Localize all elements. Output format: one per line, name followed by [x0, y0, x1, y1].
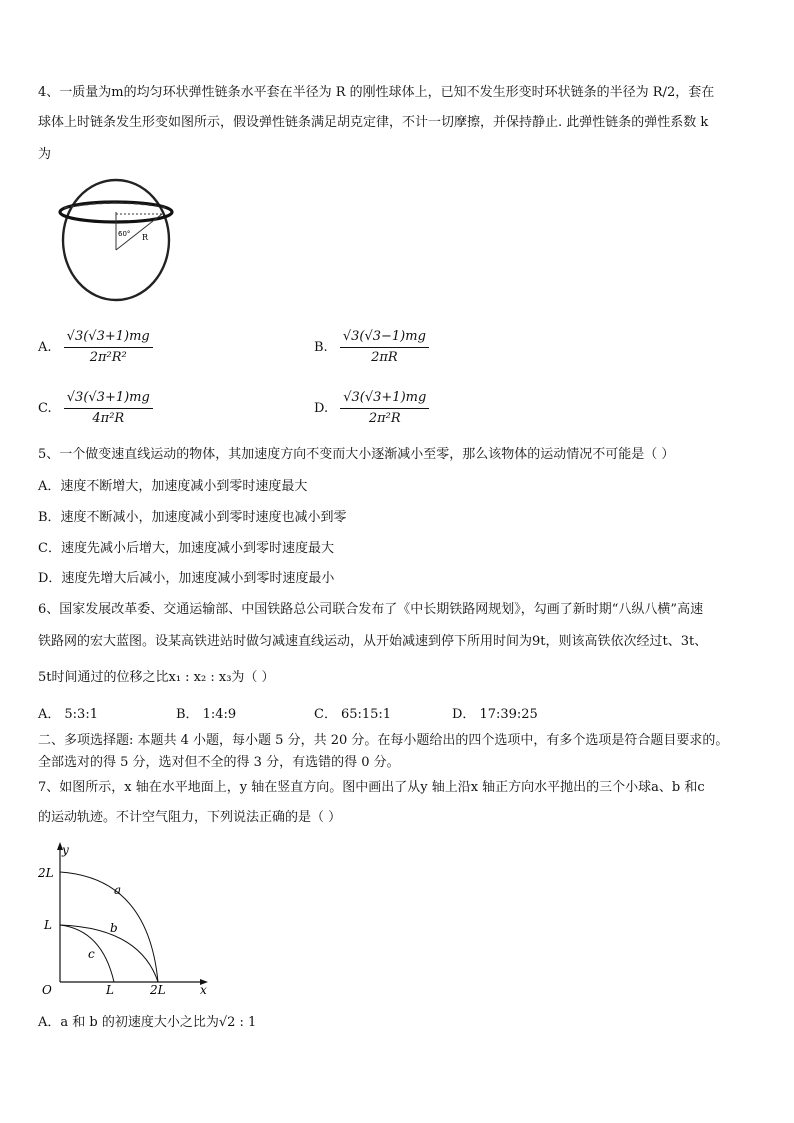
y-axis-label: y: [62, 843, 69, 857]
q6-stem-line2: 铁路网的宏大蓝图。设某高铁进站时做匀减速直线运动，从开始减速到停下所用时间为9t，则该高铁依次经过t、3t、: [38, 634, 708, 649]
q4-stem-line1: 4、一质量为m的均匀环状弹性链条水平套在半径为 R 的刚性球体上，已知不发生形变时环状链条的半径为 R/2，套在: [38, 85, 715, 100]
angle-label: 60°: [118, 230, 131, 238]
y-tick-L: L: [44, 918, 52, 932]
trajectory-figure: [36, 840, 216, 998]
q4-option-a[interactable]: [38, 328, 153, 367]
q4-option-c[interactable]: [38, 389, 153, 428]
fraction: [340, 328, 429, 367]
numerator: √3(√3−1)mg: [340, 328, 429, 348]
q5-option-a[interactable]: A．速度不断增大，加速度减小到零时速度最大: [38, 479, 308, 494]
denominator: 2π²R²: [89, 350, 127, 365]
q6-option-d[interactable]: [452, 706, 538, 724]
q7-stem-line2: 的运动轨迹。不计空气阻力，下列说法正确的是（ ）: [38, 810, 342, 825]
fraction: [64, 328, 153, 367]
fraction: [340, 389, 429, 428]
curve-a-label: a: [114, 883, 122, 897]
section2-heading-line2: 全部选对的得 5 分，选对但不全的得 3 分，有选错的得 0 分。: [38, 755, 400, 770]
q6-option-b[interactable]: [176, 706, 236, 724]
q6-option-c[interactable]: [314, 706, 391, 724]
section2-heading-line1: 二、多项选择题: 本题共 4 小题，每小题 5 分，共 20 分。在每小题给出的四个选项中，有多个选项是符合题目要求的。: [38, 733, 729, 748]
option-text: 17:39:25: [479, 707, 538, 722]
option-letter: D.: [314, 401, 329, 416]
q5-option-c[interactable]: C．速度先减小后增大，加速度减小到零时速度最大: [38, 541, 334, 556]
curve-b-label: b: [110, 921, 118, 935]
option-letter: B．: [176, 707, 199, 722]
q4-stem-line2: 球体上时链条发生形变如图所示，假设弹性链条满足胡克定律，不计一切摩擦，并保持静止. 此弹性链条的弹性系数 k: [38, 115, 709, 130]
option-letter: C.: [38, 401, 52, 416]
q5-stem: 5、一个做变速直线运动的物体，其加速度方向不变而大小逐渐减小至零，那么该物体的运动情况不可能是（ ）: [38, 447, 675, 462]
option-letter: C．: [314, 707, 337, 722]
sphere-chain-figure: [58, 178, 176, 304]
q7-stem-line1: 7、如图所示，x 轴在水平地面上，y 轴在竖直方向。图中画出了从y 轴上沿x 轴正方向水平抛出的三个小球a、b 和c: [38, 780, 705, 795]
option-letter: A．: [38, 707, 61, 722]
denominator: 2πR: [371, 350, 398, 365]
q4-stem-line3: 为: [38, 147, 52, 162]
numerator: √3(√3+1)mg: [64, 389, 153, 409]
x-tick-L: L: [106, 983, 114, 997]
denominator: 2π²R: [368, 411, 401, 426]
q4-option-b[interactable]: [314, 328, 429, 367]
option-text: 1:4:9: [202, 707, 237, 722]
radius-label: R: [142, 233, 149, 242]
x-tick-2L: 2L: [150, 983, 166, 997]
q6-stem-line3: 5t时间通过的位移之比x₁ : x₂ : x₃为（ ）: [38, 670, 275, 685]
option-letter: D．: [452, 707, 476, 722]
q7-option-a[interactable]: A．a 和 b 的初速度大小之比为√2 : 1: [38, 1015, 257, 1030]
trajectory-c: [60, 925, 114, 982]
option-letter: B.: [314, 340, 328, 355]
numerator: √3(√3+1)mg: [340, 389, 429, 409]
denominator: 4π²R: [92, 411, 125, 426]
q6-option-a[interactable]: [38, 706, 98, 724]
option-letter: A.: [38, 340, 52, 355]
origin-label: O: [42, 983, 52, 997]
option-text: 5:3:1: [64, 707, 98, 722]
numerator: √3(√3+1)mg: [64, 328, 153, 348]
q5-option-b[interactable]: B．速度不断减小，加速度减小到零时速度也减小到零: [38, 510, 347, 525]
q4-option-d[interactable]: [314, 389, 429, 428]
curve-c-label: c: [88, 947, 95, 961]
trajectory-b: [60, 925, 158, 982]
y-tick-2L: 2L: [38, 866, 54, 880]
q6-stem-line1: 6、国家发展改革委、交通运输部、中国铁路总公司联合发布了《中长期铁路网规划》，勾画了新时期“八纵八横”高速: [38, 602, 704, 617]
x-axis-label: x: [200, 983, 207, 997]
q5-option-d[interactable]: D．速度先增大后减小，加速度减小到零时速度最小: [38, 571, 335, 586]
fraction: [64, 389, 153, 428]
option-text: 65:15:1: [340, 707, 392, 722]
